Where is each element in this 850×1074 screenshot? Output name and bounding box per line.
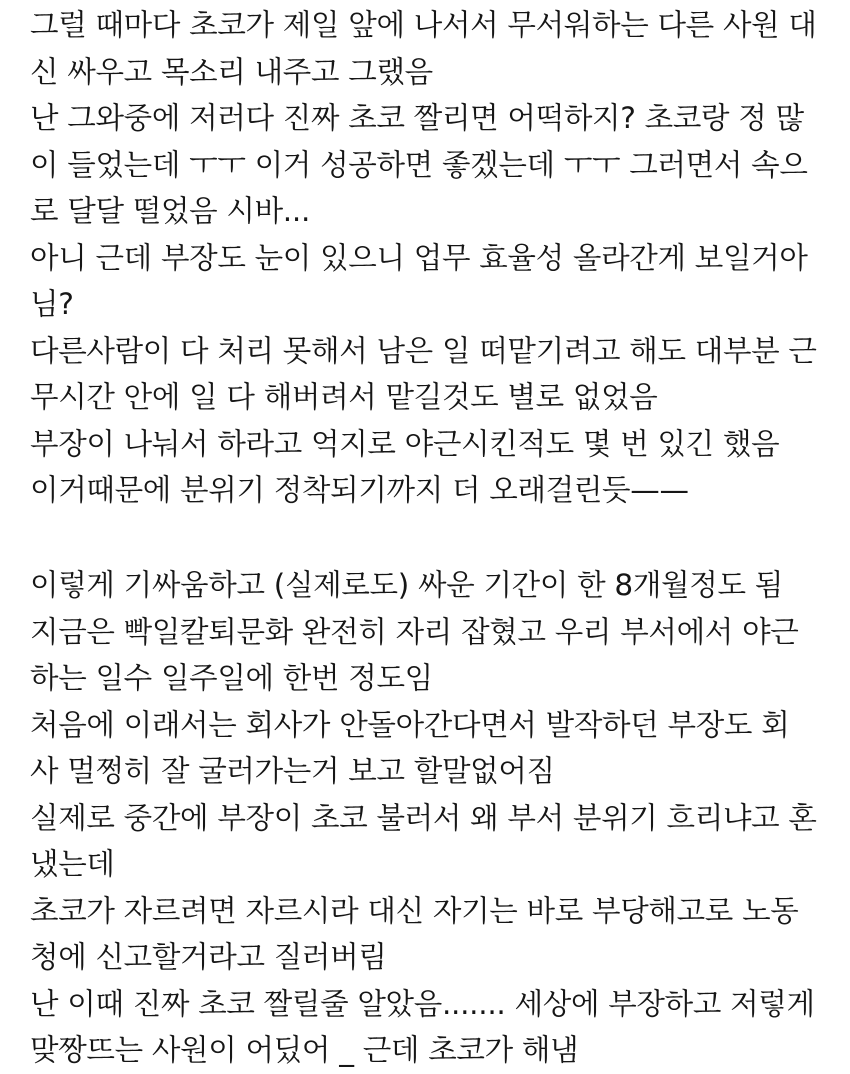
text-line: 실제로 중간에 부장이 초코 불러서 왜 부서 분위기 흐리냐고 혼 (30, 800, 817, 835)
text-line: 하는 일수 일주일에 한번 정도임 (30, 661, 433, 695)
text-line: 사 멀쩡히 잘 굴러가는거 보고 할말없어짐 (30, 754, 555, 788)
text-line: 냈는데 (30, 847, 115, 881)
text-line: 청에 신고할거라고 질러버림 (30, 940, 387, 974)
text-line: 맞짱뜨는 사원이 어딨어 _ 근데 초코가 해냄 (30, 1033, 579, 1067)
text-line: 그럴 때마다 초코가 제일 앞에 나서서 무서워하는 다른 사원 대 (30, 8, 817, 42)
text-line: 신 싸우고 목소리 내주고 그랬음 (30, 54, 433, 89)
text-line: 다른사람이 다 처리 못해서 남은 일 떠맡기려고 해도 대부분 근 (30, 333, 817, 368)
text-line: 처음에 이래서는 회사가 안돌아간다면서 발작하던 부장도 회 (30, 707, 790, 742)
text-line: 로 달달 떨었음 시바... (30, 194, 311, 228)
paragraph-1 (30, 2, 835, 514)
text-line: 이 들었는데 ㅜㅜ 이거 성공하면 좋겠는데 ㅜㅜ 그러면서 속으 (30, 147, 808, 182)
text-line: 초코가 자르려면 자르시라 대신 자기는 바로 부당해고로 노동 (30, 893, 799, 928)
text-line: 아니 근데 부장도 눈이 있으니 업무 효율성 올라간게 보일거아 (30, 240, 808, 275)
text-line: 무시간 안에 일 다 해버려서 맡길것도 별로 없었음 (30, 380, 658, 414)
text-line: 부장이 나눠서 하라고 억지로 야근시킨적도 몇 번 있긴 했음 (30, 426, 780, 461)
text-line: 이거때문에 분위기 정착되기까지 더 오래걸린듯—— (30, 473, 689, 507)
text-line: 님? (30, 287, 74, 321)
text-line: 난 그와중에 저러다 진짜 초코 짤리면 어떡하지? 초코랑 정 많 (30, 101, 804, 135)
text-line: 지금은 빡일칼퇴문화 완전히 자리 잡혔고 우리 부서에서 야근 (30, 614, 799, 649)
text-line: 이렇게 기싸움하고 (실제로도) 싸운 기간이 한 8개월정도 됨 (30, 568, 783, 602)
paragraph-2 (30, 562, 835, 1074)
text-line: 난 이때 진짜 초코 짤릴줄 알았음....... 세상에 부장하고 저렇게 (30, 986, 815, 1021)
